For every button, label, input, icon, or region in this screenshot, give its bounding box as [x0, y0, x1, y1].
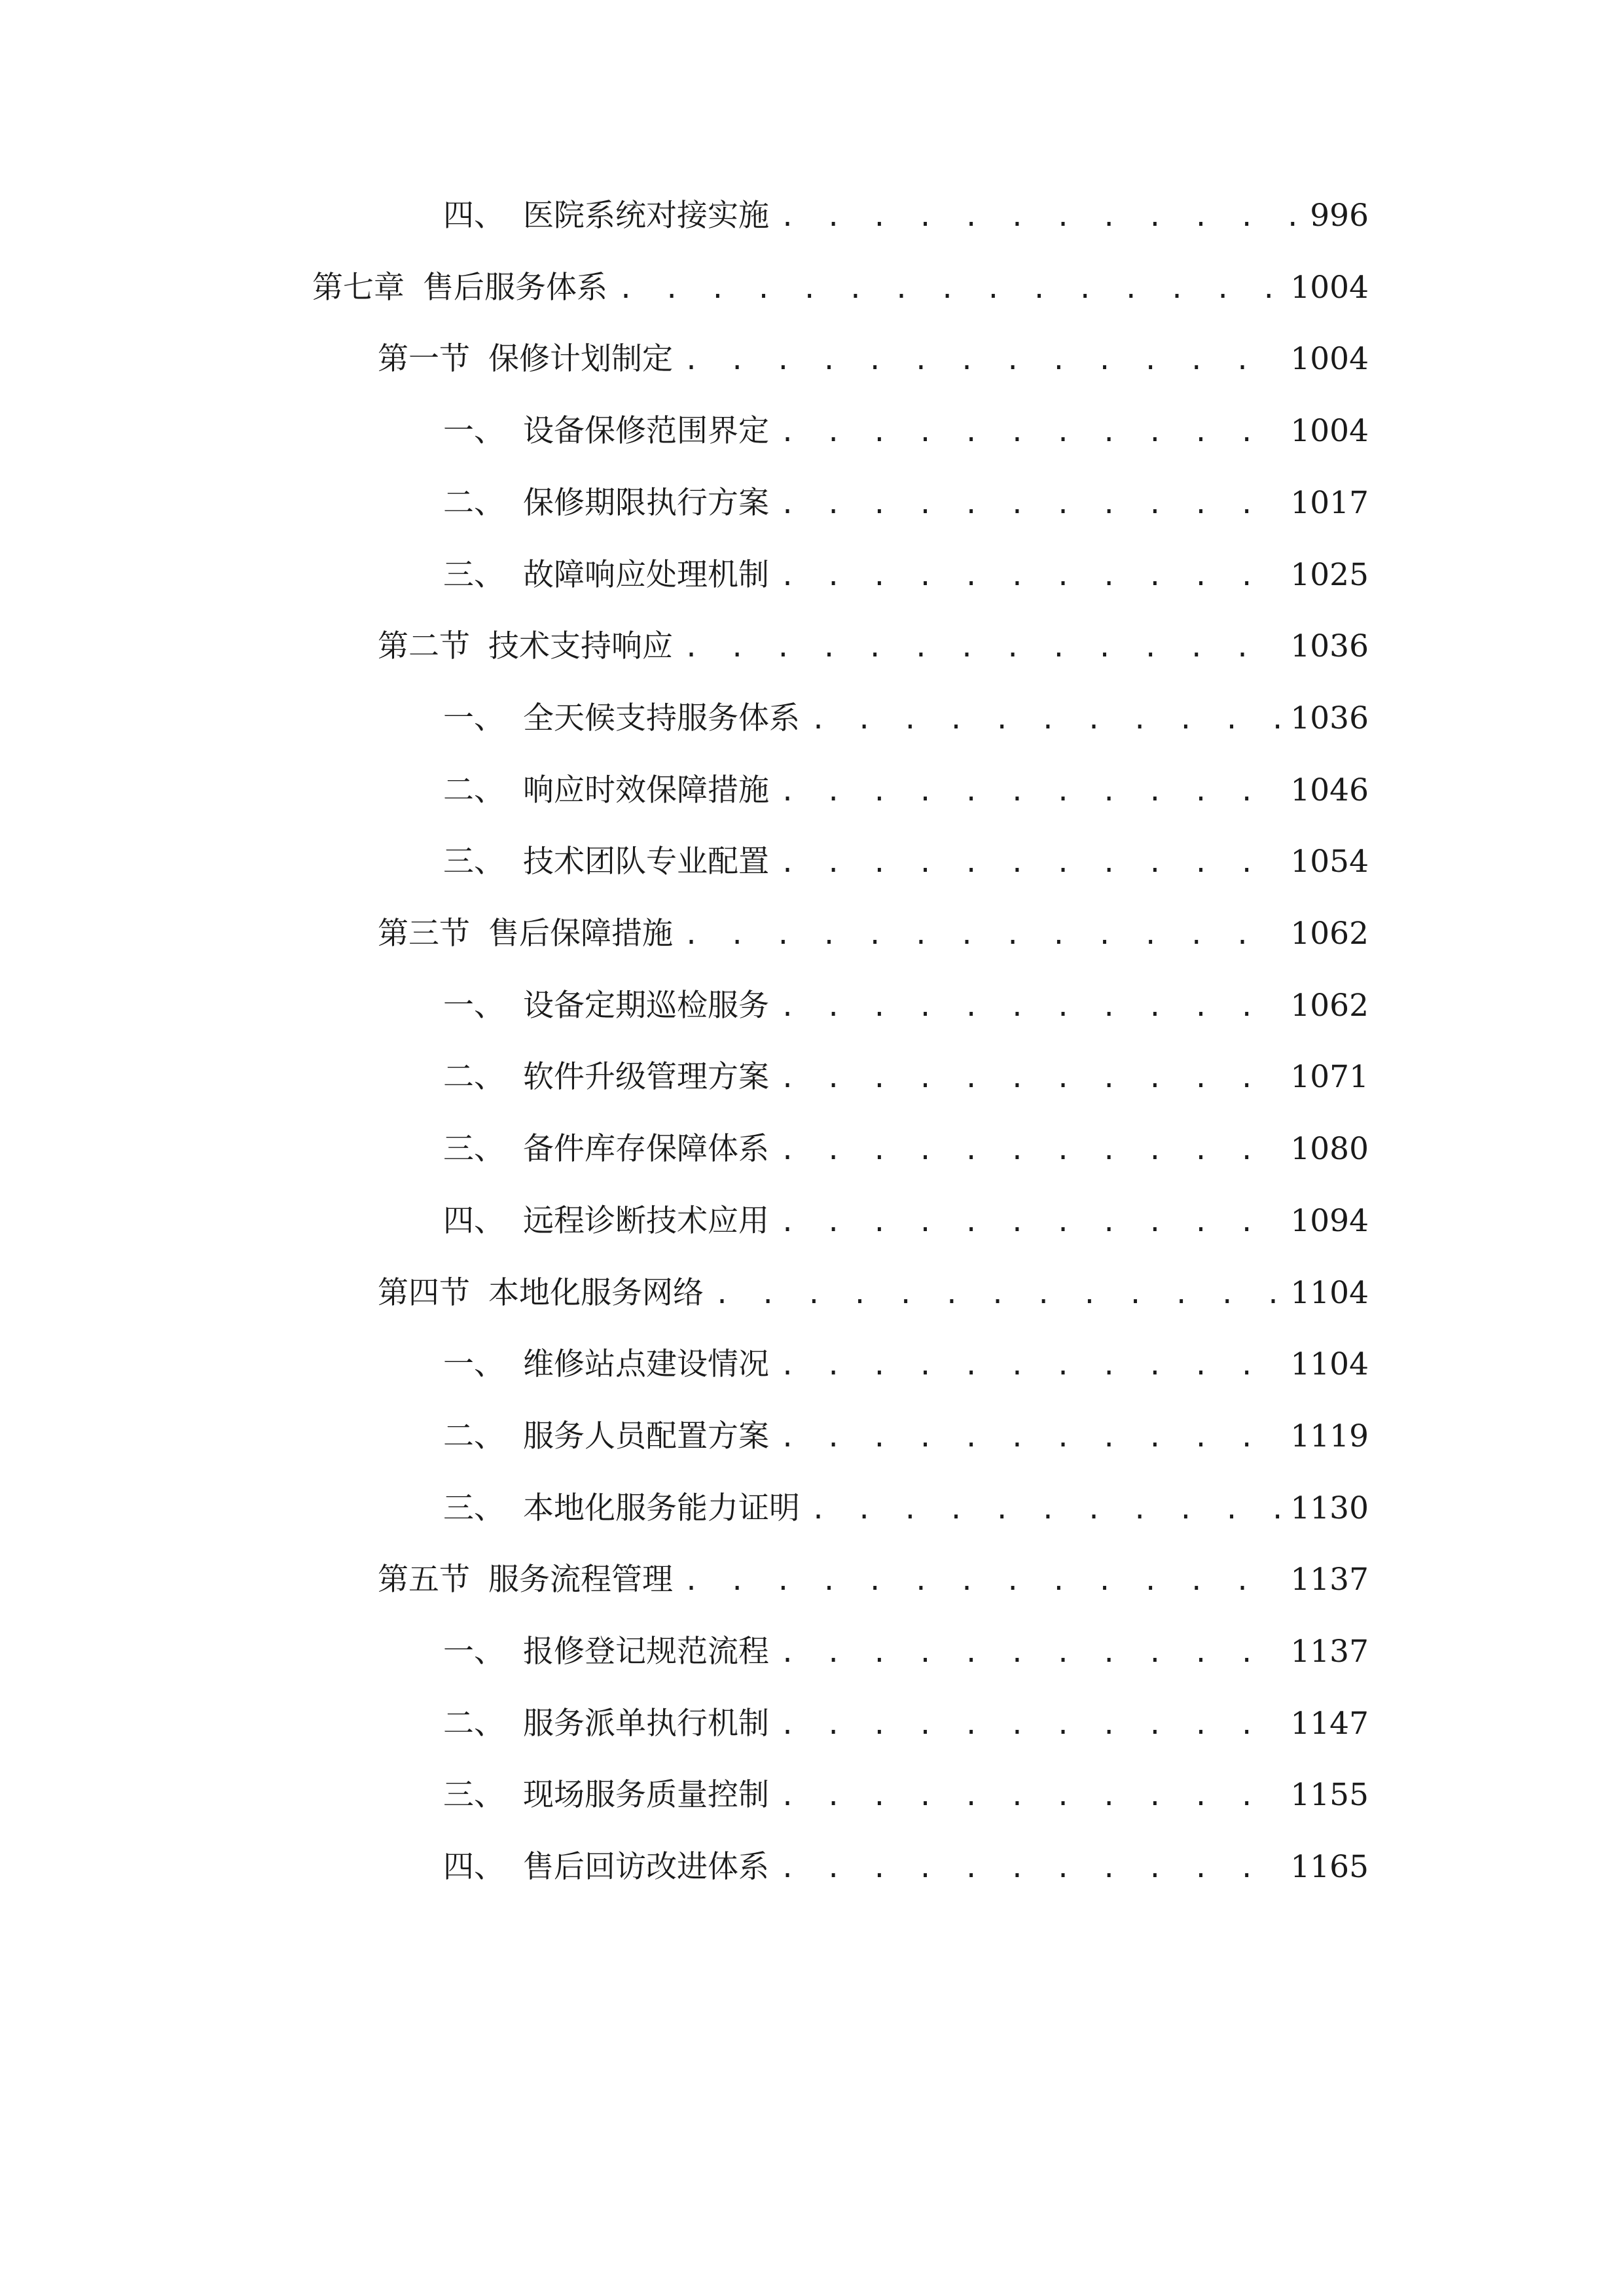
dot-leader	[780, 482, 1281, 528]
toc-entry-title: 技术团队专业配置	[523, 844, 769, 880]
toc-entry-page: 1004	[1290, 269, 1369, 306]
toc-entry-page: 1130	[1290, 1490, 1369, 1526]
toc-entry[interactable]	[443, 1772, 1369, 1818]
toc-entry[interactable]	[378, 336, 1369, 382]
dot-leader	[780, 410, 1281, 456]
toc-entry[interactable]	[443, 408, 1369, 454]
toc-entry-title: 技术支持响应	[488, 628, 673, 665]
toc-entry-page: 1119	[1290, 1418, 1369, 1454]
dot-leader	[683, 912, 1281, 958]
toc-entry-title: 备件库存保障体系	[523, 1131, 769, 1168]
toc-entry-title: 故障响应处理机制	[523, 556, 769, 593]
dot-leader	[780, 1200, 1281, 1246]
toc-entry-page: 1062	[1290, 916, 1369, 952]
toc-entry-page: 1025	[1290, 556, 1369, 593]
toc-entry-page: 996	[1310, 198, 1369, 234]
toc-entry-number: 三、	[443, 1131, 505, 1168]
toc-entry[interactable]	[378, 1270, 1369, 1316]
toc-entry-title: 维修站点建设情况	[523, 1346, 769, 1383]
toc-entry-number: 第七章	[312, 269, 405, 306]
toc-entry[interactable]	[378, 624, 1369, 670]
dot-leader	[810, 1487, 1281, 1533]
toc-entry[interactable]	[443, 552, 1369, 598]
toc-entry-page: 1094	[1290, 1202, 1369, 1239]
toc-entry-number: 第一节	[378, 341, 470, 378]
toc-entry-title: 保修计划制定	[488, 341, 673, 378]
toc-entry-title: 本地化服务能力证明	[523, 1490, 800, 1526]
dot-leader	[780, 1343, 1281, 1389]
dot-leader	[780, 1774, 1281, 1820]
toc-entry[interactable]	[443, 1126, 1369, 1172]
toc-entry-page: 1104	[1290, 1346, 1369, 1383]
toc-entry-number: 一、	[443, 1346, 505, 1383]
toc-entry[interactable]	[443, 983, 1369, 1029]
toc-entry-title: 售后回访改进体系	[523, 1849, 769, 1886]
toc-entry-title: 保修期限执行方案	[523, 484, 769, 521]
toc-entry-page: 1137	[1290, 1562, 1369, 1598]
toc-entry-page: 1054	[1290, 844, 1369, 880]
dot-leader	[683, 1558, 1281, 1604]
toc-entry-page: 1046	[1290, 772, 1369, 808]
dot-leader	[780, 194, 1301, 240]
toc-entry[interactable]	[443, 1629, 1369, 1675]
toc-entry-number: 三、	[443, 1490, 505, 1526]
toc-entry-number: 第四节	[378, 1274, 470, 1311]
dot-leader	[780, 984, 1281, 1030]
dot-leader	[618, 266, 1281, 312]
dot-leader	[683, 625, 1281, 671]
toc-entry-number: 二、	[443, 1418, 505, 1454]
toc-entry[interactable]	[443, 839, 1369, 885]
toc-entry-number: 四、	[443, 198, 505, 234]
toc-entry-title: 售后服务体系	[423, 269, 607, 306]
dot-leader	[780, 1702, 1281, 1748]
toc-entry-number: 一、	[443, 1634, 505, 1670]
toc-entry[interactable]	[443, 1486, 1369, 1532]
toc-entry-page: 1017	[1290, 484, 1369, 521]
toc-entry-number: 四、	[443, 1849, 505, 1886]
toc-entry-number: 三、	[443, 844, 505, 880]
dot-leader	[810, 697, 1281, 743]
toc-entry-title: 远程诊断技术应用	[523, 1202, 769, 1239]
toc-entry-page: 1155	[1290, 1777, 1369, 1814]
toc-entry-number: 二、	[443, 1705, 505, 1742]
toc-entry-page: 1036	[1290, 628, 1369, 665]
dot-leader	[780, 1630, 1281, 1676]
toc-entry[interactable]	[378, 1557, 1369, 1603]
toc-entry-title: 软件升级管理方案	[523, 1059, 769, 1096]
toc-entry[interactable]	[443, 1198, 1369, 1244]
toc-entry[interactable]	[443, 480, 1369, 526]
toc-entry-title: 售后保障措施	[488, 916, 673, 952]
toc-entry-page: 1071	[1290, 1059, 1369, 1096]
toc-entry[interactable]	[443, 193, 1369, 239]
toc-entry-page: 1147	[1290, 1705, 1369, 1742]
toc-entry-title: 服务派单执行机制	[523, 1705, 769, 1742]
toc-entry[interactable]	[312, 265, 1369, 311]
toc-entry-number: 一、	[443, 413, 505, 450]
dot-leader	[683, 338, 1281, 384]
dot-leader	[780, 840, 1281, 886]
toc-entry-number: 二、	[443, 484, 505, 521]
toc-entry-page: 1165	[1290, 1849, 1369, 1886]
toc-entry-number: 二、	[443, 772, 505, 808]
toc-entry-page: 1004	[1290, 413, 1369, 450]
toc-entry-title: 设备保修范围界定	[523, 413, 769, 450]
dot-leader	[780, 1056, 1281, 1102]
toc-entry-number: 第五节	[378, 1562, 470, 1598]
toc-entry-title: 设备定期巡检服务	[523, 987, 769, 1024]
toc-entry-number: 四、	[443, 1202, 505, 1239]
toc-entry[interactable]	[443, 1701, 1369, 1747]
toc-entry-page: 1080	[1290, 1131, 1369, 1168]
dot-leader	[780, 554, 1281, 600]
toc-entry-number: 三、	[443, 1777, 505, 1814]
toc-entry-title: 医院系统对接实施	[523, 198, 769, 234]
dot-leader	[780, 1846, 1281, 1892]
toc-entry-page: 1036	[1290, 700, 1369, 736]
toc-entry-title: 现场服务质量控制	[523, 1777, 769, 1814]
toc-entry[interactable]	[443, 1054, 1369, 1100]
toc-entry-title: 服务人员配置方案	[523, 1418, 769, 1454]
toc-entry[interactable]	[443, 696, 1369, 742]
dot-leader	[714, 1272, 1281, 1318]
dot-leader	[780, 1128, 1281, 1174]
toc-entry[interactable]	[443, 768, 1369, 814]
toc-entry-title: 全天候支持服务体系	[523, 700, 800, 736]
toc-entry-number: 三、	[443, 556, 505, 593]
dot-leader	[780, 769, 1281, 815]
toc-entry-page: 1004	[1290, 341, 1369, 378]
toc-entry-number: 第二节	[378, 628, 470, 665]
toc-entry-title: 服务流程管理	[488, 1562, 673, 1598]
toc-entry-page: 1137	[1290, 1634, 1369, 1670]
toc-entry-number: 第三节	[378, 916, 470, 952]
toc-entry-number: 一、	[443, 700, 505, 736]
toc-entry-number: 一、	[443, 987, 505, 1024]
toc-entry-page: 1062	[1290, 987, 1369, 1024]
toc-entry-title: 本地化服务网络	[488, 1274, 704, 1311]
toc-entry-title: 报修登记规范流程	[523, 1634, 769, 1670]
toc-entry-page: 1104	[1290, 1274, 1369, 1311]
toc-entry[interactable]	[443, 1844, 1369, 1890]
toc-entry-number: 二、	[443, 1059, 505, 1096]
toc-entry-title: 响应时效保障措施	[523, 772, 769, 808]
toc-entry[interactable]	[443, 1342, 1369, 1388]
toc-entry[interactable]	[378, 911, 1369, 957]
toc-entry[interactable]	[443, 1414, 1369, 1460]
dot-leader	[780, 1415, 1281, 1461]
